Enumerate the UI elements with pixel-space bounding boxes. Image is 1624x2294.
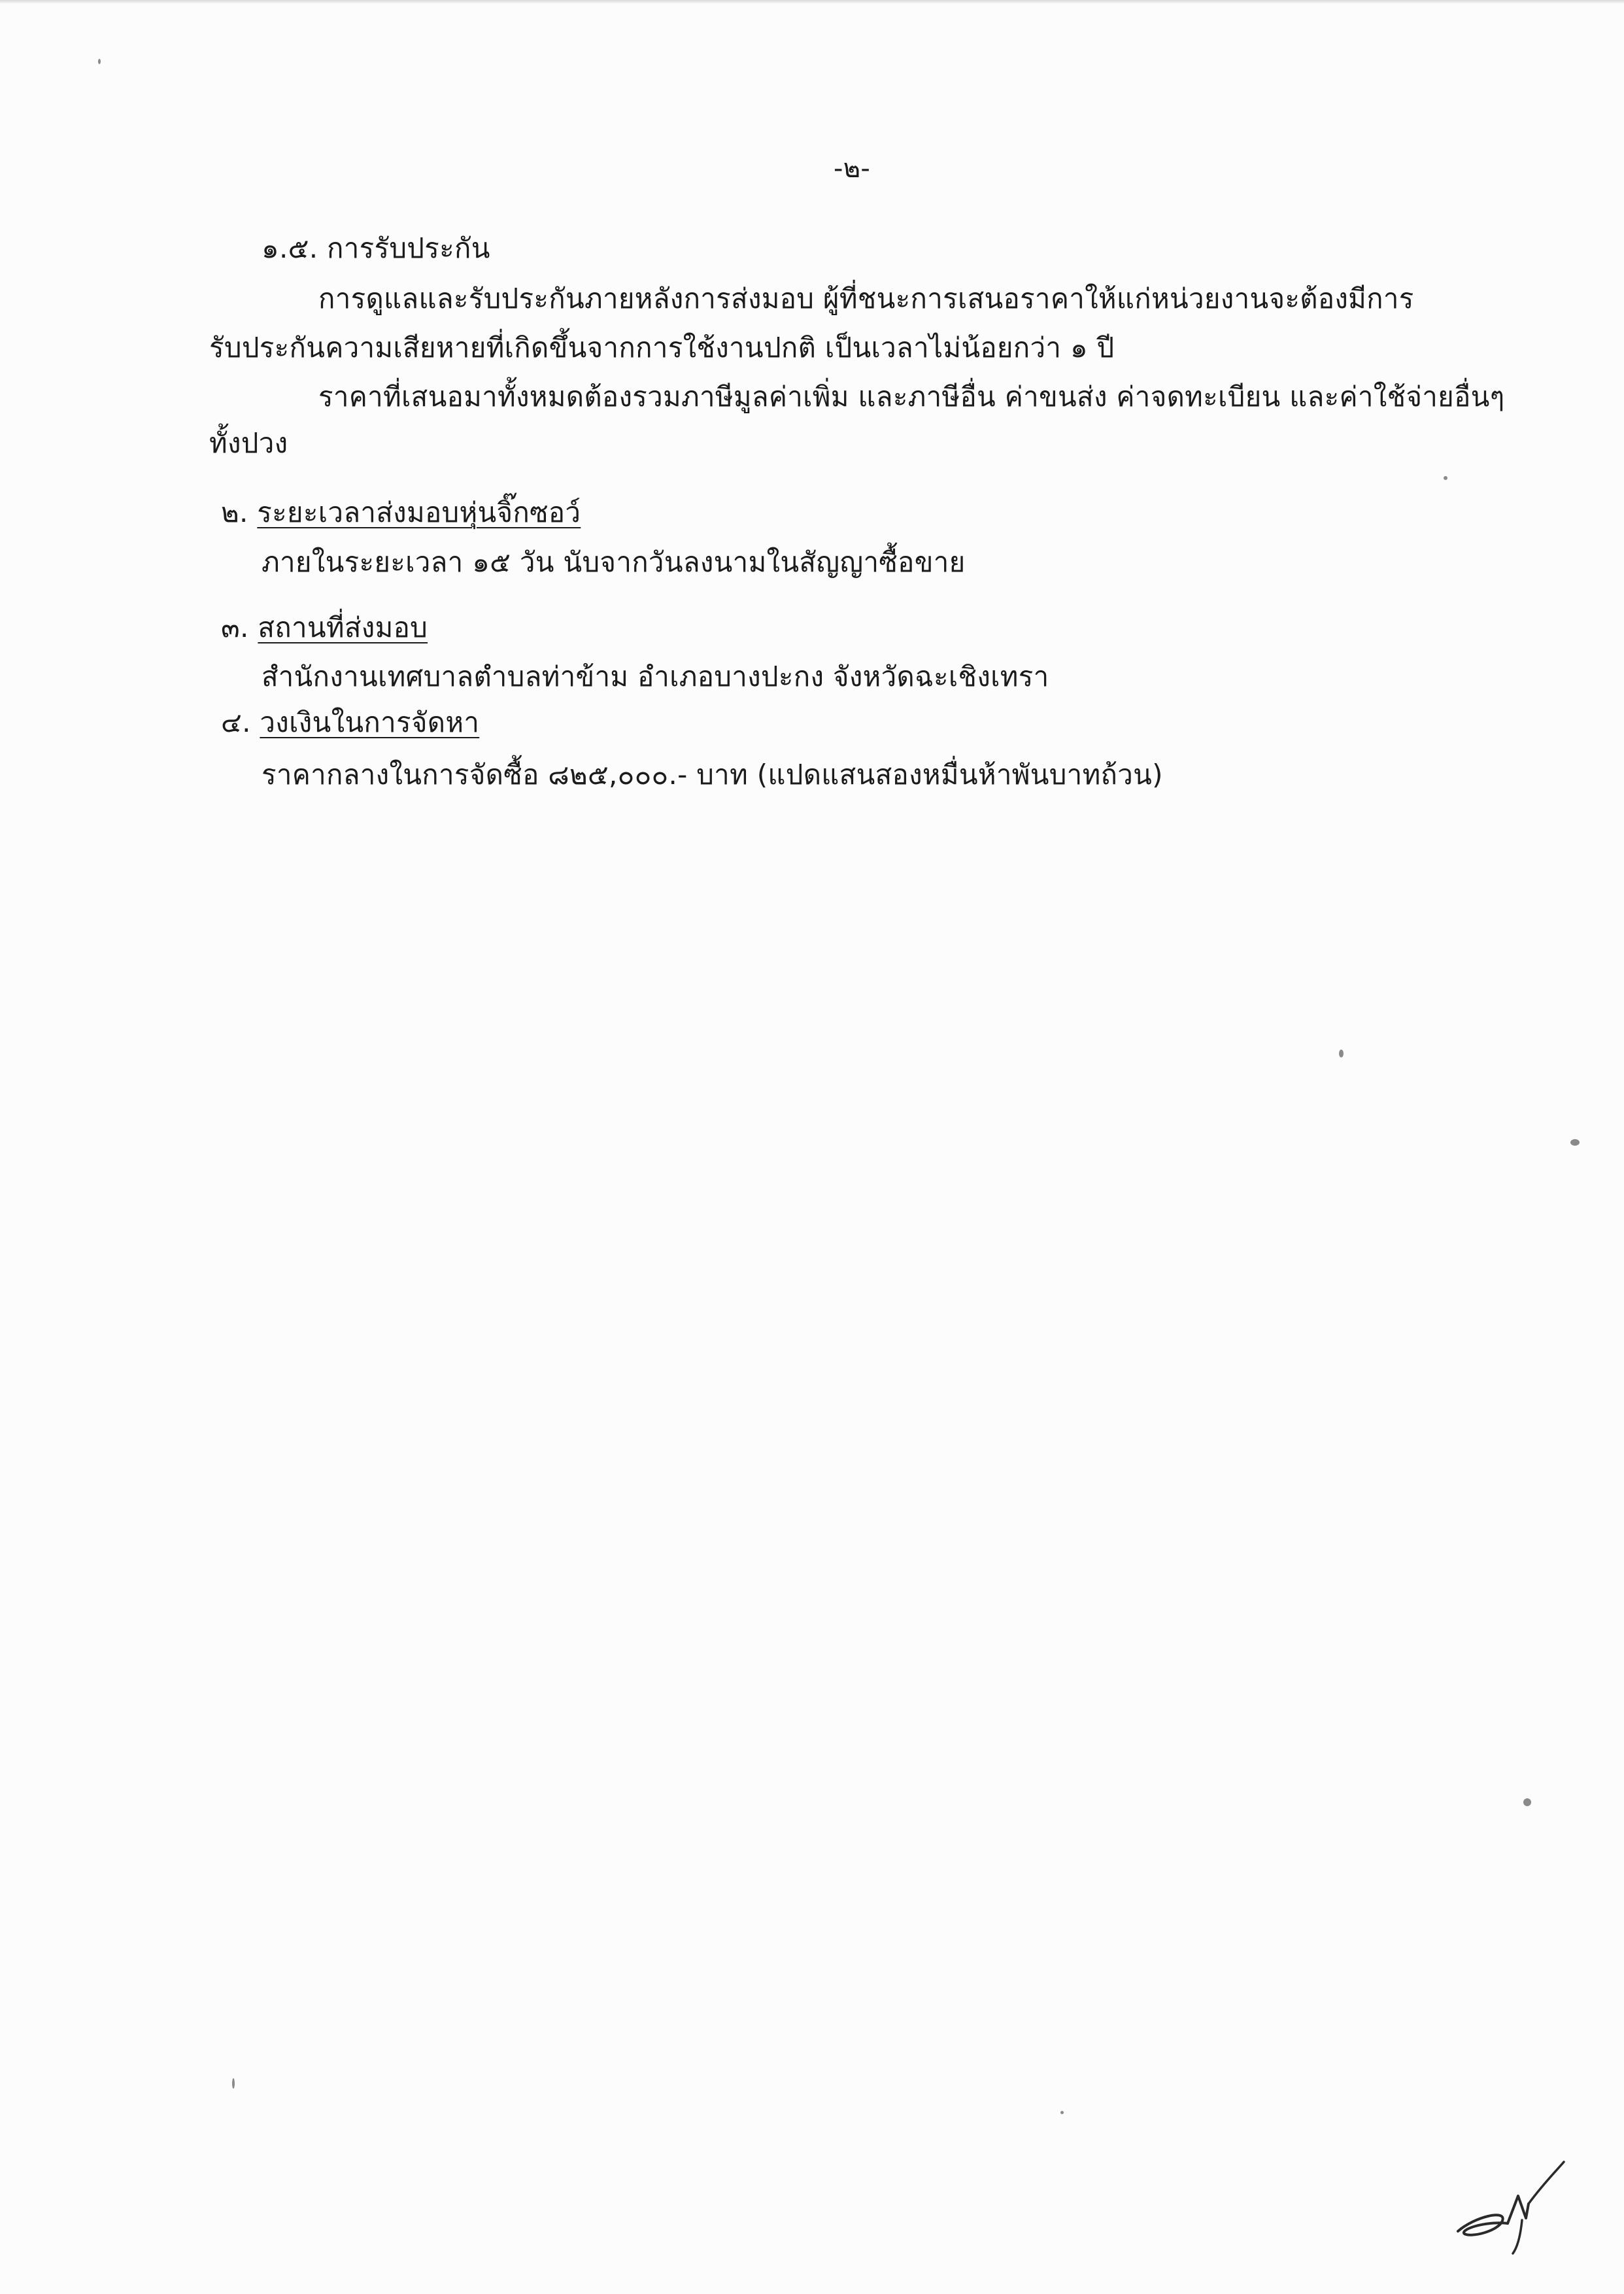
scan-speck — [1444, 476, 1447, 480]
section-2-heading: ระยะเวลาส่งมอบหุ่นจิ๊กซอว์ — [257, 496, 581, 528]
section-4-heading-row — [221, 703, 479, 742]
section-4-heading: วงเงินในการจัดหา — [260, 706, 480, 738]
section-1-5-para1-line1: การดูแลและรับประกันภายหลังการส่งมอบ ผู้ที่ชนะการเสนอราคาให้แก่หน่วยงานจะต้องมีการ — [318, 282, 1414, 315]
scan-speck — [232, 2078, 235, 2089]
page-number: -๒- — [834, 154, 871, 184]
signature — [1445, 2158, 1569, 2256]
section-3-number: ๓. — [221, 611, 249, 643]
section-3-body: สำนักงานเทศบาลตำบลท่าข้าม อำเภอบางปะกง จังหวัดฉะเชิงเทรา — [262, 660, 1049, 693]
section-2-body: ภายในระยะเวลา ๑๕ วัน นับจากวันลงนามในสัญญาซื้อขาย — [262, 546, 966, 578]
section-4-body: ราคากลางในการจัดซื้อ ๘๒๕,๐๐๐.- บาท (แปดแสนสองหมื่นห้าพันบาทถ้วน) — [262, 759, 1163, 791]
section-3-heading: สถานที่ส่งมอบ — [258, 611, 428, 643]
scan-speck — [1570, 1139, 1580, 1146]
section-1-5-heading: ๑.๕. การรับประกัน — [262, 232, 490, 264]
section-2-number: ๒. — [221, 496, 248, 528]
section-1-5-para1-line2: รับประกันความเสียหายที่เกิดขึ้นจากการใช้งานปกติ เป็นเวลาไม่น้อยกว่า ๑ ปี — [209, 332, 1115, 364]
section-3-heading-row — [221, 608, 428, 647]
section-1-5-para2-line2: ทั้งปวง — [209, 427, 288, 459]
scan-speck — [1523, 1798, 1531, 1806]
section-1-5-para2-line1: ราคาที่เสนอมาทั้งหมดต้องรวมภาษีมูลค่าเพิ่ม และภาษีอื่น ค่าขนส่ง ค่าจดทะเบียน และค่าใช้จ่ายอื่นๆ — [318, 381, 1505, 413]
section-4-number: ๔. — [221, 706, 251, 738]
section-2-heading-row — [221, 493, 581, 532]
scan-speck — [1339, 1050, 1344, 1057]
scan-edge — [0, 0, 1624, 4]
scan-speck — [1060, 2111, 1064, 2114]
scan-speck — [98, 59, 101, 64]
